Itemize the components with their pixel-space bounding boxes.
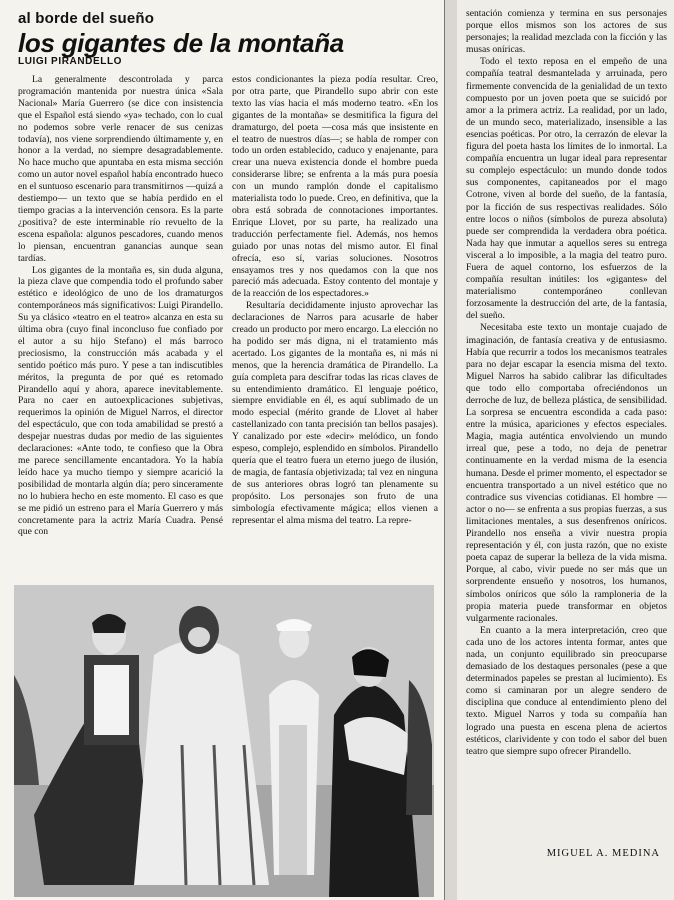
paragraph: En cuanto a la mera interpretación, creo que cada uno de los actores intenta formar, antes que nada, un conjunto equilibrado sin preocuparse demasiado de los destaques personales (pese a que determinados papeles se prestan al lucimiento). Es como si caminaran por un alegre sendero de disciplina que conduce al entendimiento pleno del texto. Miguel Narros y toda su compañía han logrado una puesta en escena plena de aciertos estéticos, clarividente y con todo el sabor del buen teatro que siempre supo ofrecer Pirandello. [466,624,667,757]
article-author: LUIGI PIRANDELLO [18,56,123,67]
author-signature: MIGUEL A. MEDINA [546,848,660,859]
paragraph: sentación comienza y termina en sus personajes porque ellos mismos son los actores de sus personajes; la realidad mezclada con la ficción y las musas oníricas. [466,8,667,56]
text-column-3 [466,8,667,834]
paragraph: estos condicionantes la pieza podía resultar. Creo, por otra parte, que Pirandello supo abrir con este texto las vías hacia el más moderno teatro. «En los gigantes de la montaña» se desmitifica la figura del dramaturgo, del poeta —cosa más que insistente en el teatro de nuestros días—; se habla de romper con todo un orden establecido, caduco y enajenante, para crear una nueva existencia donde el hombre pueda considerarse libre; se enfrenta a la más pura poesía con un mundo ramplón donde el capitalismo materialista todo lo puede. Creo, en definitiva, que la obra está sobrada de connotaciones importantes. Enrique Llovet, por su parte, ha realizado una traducción perfectamente fiel. Además, nos hemos guiado por unas notas del mismo autor. El final ofrecía, eso sí, varias soluciones. Nosotros ensayamos tres y nos quedamos con la que nos pareció más adecuada. Estoy contento del montaje y de la reacción de los espectadores.» [232,74,438,300]
section-heading: al borde del sueño [18,10,155,27]
paragraph: La generalmente descontrolada y parca programación mantenida por nuestra única «Sala Nacional» María Guerrero (se dice con insistencia que el Español está siendo «ya» techado, con lo cual no podemos sobre verle renacer de sus cenizas todavía), nos viene sorprendiendo últimamente y, en honor a la verdad, no siempre desagradablemente. No hace mucho que apuntaba en esta misma sección como un autor novel español había encontrado hueco en el suntuoso escenario para transmitirnos —quizá a destiempo— un texto que se había perdido en el tiempo gracias a la intervención censora. Es la parte ¿positiva? de este interminable río revuelto de la escena española: algunos pescadores, cuando menos lo piensan, encuentran ganancias aunque sean tardías. [18,74,223,264]
text-column-2 [232,74,438,574]
page-gutter [444,0,458,900]
paragraph: Necesitaba este texto un montaje cuajado de imaginación, de fantasía creativa y de entusiasmo. Había que recurrir a todos los mecanismos teatrales para no dejar escapar la esencia misma del texto. Miguel Narros ha sabido calibrar las dificultades que todo ello comportaba ofreciéndonos un derroche de luz, de belleza plástica, de sensibilidad. La sorpresa se encuentra escondida a cada paso: entre la música, apariciones y efectos especiales. Magia, magia auténtica envolviendo un mundo irreal que, pese a todo, no deja de penetrar continuamente en la verdad misma de la esencia humana. Desde el primer momento, el espectador se encuentra transportado a un nivel estético que no contradice sus vivencias cotidianas. El hombre —actor o no— se enfrenta a sus propias fuerzas, a sus limitaciones mentales, a sus desenfrenos oníricos. Pirandello nos enseña a vivir nuestra propia representación y él, con justa razón, que no existe poeta capaz de superar la belleza de la vida misma. Porque, al cabo, vivir puede no ser más que un sorprendente ensueño y nosotros, los humanos, símbolos oníricos que sólo la ramploneria de la propia materia puede transformar en objetos vulgarmente racionales. [466,322,667,624]
paragraph: Resultaría decididamente injusto aprovechar las declaraciones de Narros para acusarle de haber creado un producto por mero encargo. La elección no ha podido ser más digna, ni el tratamiento más acertado. Los gigantes de la montaña es, ni más ni menos, que la herencia dramática de Pirandello. La guía completa para descifrar todas las ricas claves de su entendimiento dramático. El lenguaje poético, siempre envidiable en él, es aquí sublimado de un modo especial (mérito grande de Llovet al haber castellanizado con tanta precisión tan bellos pasajes). Y canalizado por este «decir» melódico, un fondo espeso, complejo, esplendido en símbolos. Pirandello quería que el teatro fuera un eterno juego de ilusión, de magia, de fantasía objetivizada; tal vez en ninguna de sus anteriores obras logró tan plenamente su propósito. Los personajes son fruto de una simbología efectivamente mágica; ellos vienen a representar el alma misma del teatro. La repre- [232,300,438,526]
paragraph: Los gigantes de la montaña es, sin duda alguna, la pieza clave que compendia todo el profundo saber estético e ideológico de uno de los dramaturgos contemporáneos más significativos: Luigi Pirandello. Su ya clásico «teatro en el teatro» alcanza en esta su última obra (cuyo final inconcluso fue confiado por el autor a su hijo Stefano) el más barroco preciosismo, la construcción más acabada y el sentido poético más puro. Y pese a tan indiscutibles méritos, la pregunta de por qué es retomado Pirandello aquí y ahora, aparece inevitablemente. Para no caer en autoexplicaciones subjetivas, requerimos la opinión de Miguel Narros, el director del espectáculo, que con toda amabilidad se prestó a despejar nuestras dudas por medio de las siguientes declaraciones: «Ante todo, te confieso que la Obra me parece sencillamente encantadora. Yo la había leído hace ya mucho tiempo y siempre acarició la posibilidad de montarla algún día; pero sinceramente no lo hubiera hecho en este momento. El caso es que se me pidió un estreno para el María Guerrero y más concretamente para la actriz María Cuadra. Pensé que con [18,264,223,538]
stage-photo [14,585,434,897]
paragraph: Todo el texto reposa en el empeño de una compañía teatral desmantelada y arruinada, pero firmemente convencida de la genialidad de un texto compuesto por un joven poeta que se suicidó por amor a la primera actriz. La realidad, por un lado, de un mundo seco, materializado, insensible a las esencias poéticas. Por otro, la cerrazón de elevar la figura del poeta hasta los límites de lo inmortal. La compañía encuentra un lugar ideal para representar su complejo espectáculo: un mundo donde todos sus componentes, capitaneados por el mago Cotrone, viven al borde del sueño, de la fantasía, por la ficción de sus respectivas realidades. Sólo entre locos o niños (símbolos de pureza absoluta) puede ser comprendida la verdadera obra poética. Nada hay que inmutar a aquellos seres su entrega visceral a lo imposible, a la magia del teatro puro. Fuera de aquel contorno, los esfuerzos de la compañía resultan inútiles: los «gigantes» del materialismo contemporáneo conllevan forzosamente la destrucción del arte, de la fantasía, del sueño. [466,56,667,322]
text-column-1 [18,74,223,574]
right-page [457,0,674,900]
stage-photo-illustration [14,585,434,897]
article-title: los gigantes de la montaña [18,28,344,58]
